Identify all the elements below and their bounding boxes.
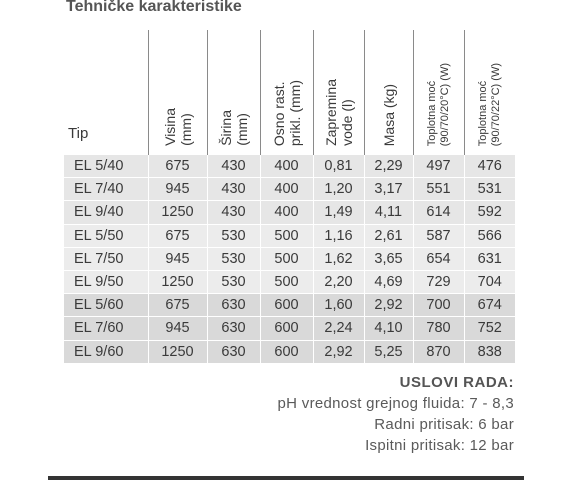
table-cell: 600	[260, 317, 313, 340]
table-row	[64, 270, 515, 293]
table-cell: 2,29	[364, 155, 413, 178]
table-cell: 587	[413, 224, 464, 247]
table-cell: 600	[260, 294, 313, 317]
table-cell: 500	[260, 224, 313, 247]
table-row	[64, 178, 515, 201]
cell-tip: EL 5/50	[64, 224, 148, 247]
table-cell: 430	[207, 201, 260, 224]
table-cell: 2,92	[313, 340, 364, 363]
header-toplotna-moc-22	[464, 30, 515, 155]
table-cell: 5,25	[364, 340, 413, 363]
table-cell: 1250	[148, 270, 207, 293]
header-toplotna-moc-20-label: Toplotna moć (90/70/20°C) (W)	[425, 62, 451, 146]
table-cell: 3,17	[364, 178, 413, 201]
table-row	[64, 224, 515, 247]
table-cell: 430	[207, 155, 260, 178]
cell-tip: EL 5/60	[64, 294, 148, 317]
table-cell: 2,92	[364, 294, 413, 317]
table-cell: 551	[413, 178, 464, 201]
conditions-title: USLOVI RADA:	[399, 374, 514, 391]
table-cell: 1,60	[313, 294, 364, 317]
table-row	[64, 340, 515, 363]
cell-tip: EL 5/40	[64, 155, 148, 178]
table-cell: 752	[464, 317, 515, 340]
table-cell: 500	[260, 270, 313, 293]
table-cell: 1,49	[313, 201, 364, 224]
table-row	[64, 294, 515, 317]
table-cell: 0,81	[313, 155, 364, 178]
table-cell: 780	[413, 317, 464, 340]
header-zapremina	[313, 30, 364, 155]
header-osno-rastojanje	[260, 30, 313, 155]
table-cell: 2,24	[313, 317, 364, 340]
bottom-divider	[48, 476, 524, 480]
table-cell: 945	[148, 247, 207, 270]
table-row	[64, 247, 515, 270]
table-cell: 700	[413, 294, 464, 317]
header-toplotna-moc-22-label: Toplotna moć (90/70/22°C) (W)	[476, 62, 502, 146]
cell-tip: EL 7/40	[64, 178, 148, 201]
table-cell: 654	[413, 247, 464, 270]
table-row	[64, 155, 515, 178]
header-tip: Tip	[68, 125, 89, 142]
table-cell: 400	[260, 178, 313, 201]
cell-tip: EL 7/50	[64, 247, 148, 270]
header-masa-label: Masa (kg)	[380, 83, 397, 146]
table-cell: 945	[148, 317, 207, 340]
header-sirina-label: Širina (mm)	[217, 110, 250, 146]
table-cell: 675	[148, 224, 207, 247]
table-cell: 675	[148, 294, 207, 317]
cell-tip: EL 9/50	[64, 270, 148, 293]
table-cell: 500	[260, 247, 313, 270]
table-cell: 400	[260, 201, 313, 224]
table-cell: 631	[464, 247, 515, 270]
table-cell: 729	[413, 270, 464, 293]
operating-conditions	[278, 374, 514, 456]
table-cell: 675	[148, 155, 207, 178]
table-cell: 3,65	[364, 247, 413, 270]
header-masa	[364, 30, 413, 155]
table-cell: 674	[464, 294, 515, 317]
table-cell: 497	[413, 155, 464, 178]
header-visina-label: Visina (mm)	[161, 108, 194, 146]
cell-tip: EL 9/40	[64, 201, 148, 224]
table-cell: 1,16	[313, 224, 364, 247]
header-sirina	[207, 30, 260, 155]
condition-ph: pH vrednost grejnog fluida: 7 - 8,3	[277, 395, 514, 412]
cell-tip: EL 9/60	[64, 340, 148, 363]
condition-test-pressure: Ispitni pritisak: 12 bar	[365, 437, 514, 454]
table-cell: 430	[207, 178, 260, 201]
table-header-row	[64, 30, 515, 155]
section-title: Tehničke karakteristike	[66, 0, 242, 15]
table-cell: 704	[464, 270, 515, 293]
table-cell: 476	[464, 155, 515, 178]
table-cell: 838	[464, 340, 515, 363]
table-cell: 2,61	[364, 224, 413, 247]
header-visina	[148, 30, 207, 155]
table-cell: 1250	[148, 340, 207, 363]
table-cell: 2,20	[313, 270, 364, 293]
table-cell: 630	[207, 317, 260, 340]
header-toplotna-moc-20	[413, 30, 464, 155]
header-osno-rastojanje-label: Osno rast. prikl. (mm)	[270, 79, 303, 146]
table-cell: 1,62	[313, 247, 364, 270]
table-cell: 1250	[148, 201, 207, 224]
table-cell: 4,10	[364, 317, 413, 340]
condition-working-pressure: Radni pritisak: 6 bar	[374, 416, 514, 433]
table-cell: 600	[260, 340, 313, 363]
table-cell: 592	[464, 201, 515, 224]
table-cell: 530	[207, 224, 260, 247]
table-row	[64, 201, 515, 224]
table-cell: 614	[413, 201, 464, 224]
table-cell: 630	[207, 340, 260, 363]
table-cell: 1,20	[313, 178, 364, 201]
table-cell: 945	[148, 178, 207, 201]
table-cell: 4,11	[364, 201, 413, 224]
header-zapremina-label: Zapremina vode (l)	[322, 79, 355, 146]
table-cell: 566	[464, 224, 515, 247]
table-cell: 630	[207, 294, 260, 317]
table-cell: 870	[413, 340, 464, 363]
table-cell: 400	[260, 155, 313, 178]
cell-tip: EL 7/60	[64, 317, 148, 340]
specs-table	[64, 30, 515, 363]
table-cell: 4,69	[364, 270, 413, 293]
table-cell: 530	[207, 270, 260, 293]
table-cell: 531	[464, 178, 515, 201]
table-cell: 530	[207, 247, 260, 270]
table-row	[64, 317, 515, 340]
